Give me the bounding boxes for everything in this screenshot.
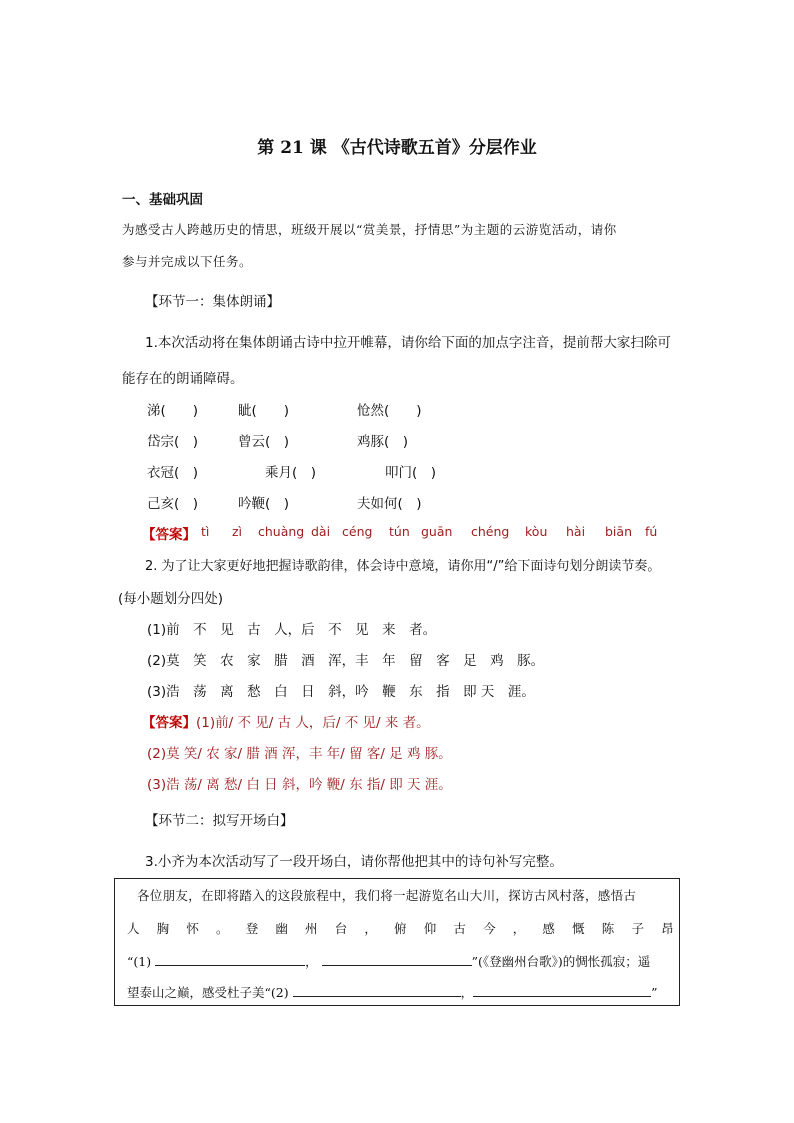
answer-pinyin: tì (201, 524, 210, 539)
answer-pinyin: tún (389, 524, 410, 539)
answer-pinyin: zì (232, 524, 243, 539)
box-line-2: 人 胸 怀 。 登 幽 州 台 ， 俯 仰 古 今 ， 感 慨 陈 子 昂 (127, 921, 681, 936)
answer-pinyin: kòu (525, 524, 548, 539)
intro-line-2: 参与并完成以下任务。 (122, 254, 253, 269)
answer-2-line-1 (142, 711, 702, 731)
pinyin-item: 叩门( ) (385, 465, 437, 481)
pinyin-item: 怆然( ) (357, 403, 422, 419)
answer-pinyin: hài (566, 524, 586, 539)
blank-2-prefix: 望泰山之巅，感受杜子美“(2) (127, 985, 289, 1000)
poem-line: (2)莫 笑 农 家 腊 酒 浑，丰 年 留 客 足 鸡 豚。 (147, 653, 545, 669)
answer-pinyin: fú (645, 524, 658, 539)
answer-blank-2b[interactable] (473, 985, 651, 997)
question-3: 3.小齐为本次活动写了一段开场白，请你帮他把其中的诗句补写完整。 (145, 854, 563, 870)
poem-line: (3)浩 荡 离 愁 白 日 斜，吟 鞭 东 指 即 天 涯。 (147, 684, 535, 700)
answer-pinyin: chéng (471, 524, 510, 539)
box-line-4 (127, 983, 658, 1001)
pinyin-item: 己亥( ) (147, 496, 199, 512)
pinyin-item: 眦( ) (238, 403, 290, 419)
pinyin-item: 曾云( ) (238, 434, 290, 450)
pinyin-item: 夫如何( ) (357, 496, 422, 512)
answer-text: (1)前/ 不 见/ 古 人，后/ 不 见/ 来 者。 (196, 715, 430, 731)
comma: ， (305, 954, 318, 969)
blank-2-suffix: ” (651, 985, 658, 1000)
poem-line: (1)前 不 见 古 人，后 不 见 来 者。 (147, 622, 437, 638)
answer-pinyin: guān (421, 524, 453, 539)
pinyin-item: 衣冠( ) (147, 465, 199, 481)
step-two-heading: 【环节二：拟写开场白】 (145, 813, 294, 829)
box-line-3 (127, 952, 650, 970)
comma: ， (460, 985, 474, 1000)
answer-blank-1a[interactable] (155, 954, 305, 966)
pinyin-item: 鸡豚( ) (357, 434, 409, 450)
answer-pinyin: chuàng (258, 524, 305, 539)
answer-blank-2a[interactable] (293, 985, 461, 997)
blank-1-suffix: ”(《登幽州台歌》)的惆怅孤寂；遥 (471, 954, 651, 969)
question-2-line-2: (每小题划分四处) (118, 591, 224, 607)
answer-pinyin: dài (311, 524, 331, 539)
answer-2-line-3: (3)浩 荡/ 离 愁/ 白 日 斜，吟 鞭/ 东 指/ 即 天 涯。 (147, 777, 452, 793)
step-one-heading: 【环节一：集体朗诵】 (145, 294, 280, 310)
question-1-line-2: 能存在的朗诵障碍。 (122, 371, 244, 387)
page-title: 第 21 课 《古代诗歌五首》分层作业 (257, 138, 537, 158)
section-heading: 一、基础巩固 (122, 192, 203, 208)
box-line-1: 各位朋友，在即将踏入的这段旅程中，我们将一起游览名山大川，探访古风村落，感悟古 (137, 888, 637, 903)
pinyin-item: 吟鞭( ) (238, 496, 290, 512)
pinyin-item: 乘月( ) (265, 465, 317, 481)
opening-speech-box (114, 878, 680, 1006)
question-1-line-1: 1.本次活动将在集体朗诵古诗中拉开帷幕，请你给下面的加点字注音，提前帮大家扫除可 (145, 335, 671, 351)
answer-pinyin: biān (605, 524, 632, 539)
pinyin-item: 涕( ) (147, 403, 199, 419)
blank-1-prefix: “(1) (127, 954, 152, 969)
question-2-line-1: 2. 为了让大家更好地把握诗歌韵律，体会诗中意境，请你用“/”给下面诗句划分朗读节奏。 (145, 559, 661, 574)
answer-pinyin: céng (342, 524, 373, 539)
intro-line-1: 为感受古人跨越历史的情思，班级开展以“赏美景，抒情思”为主题的云游览活动，请你 (122, 222, 617, 237)
answer-label: 【答案】 (142, 527, 196, 543)
answer-blank-1b[interactable] (322, 954, 472, 966)
pinyin-item: 岱宗( ) (147, 434, 199, 450)
answer-label: 【答案】 (142, 715, 196, 731)
answer-2-line-2: (2)莫 笑/ 农 家/ 腊 酒 浑，丰 年/ 留 客/ 足 鸡 豚。 (147, 746, 452, 762)
